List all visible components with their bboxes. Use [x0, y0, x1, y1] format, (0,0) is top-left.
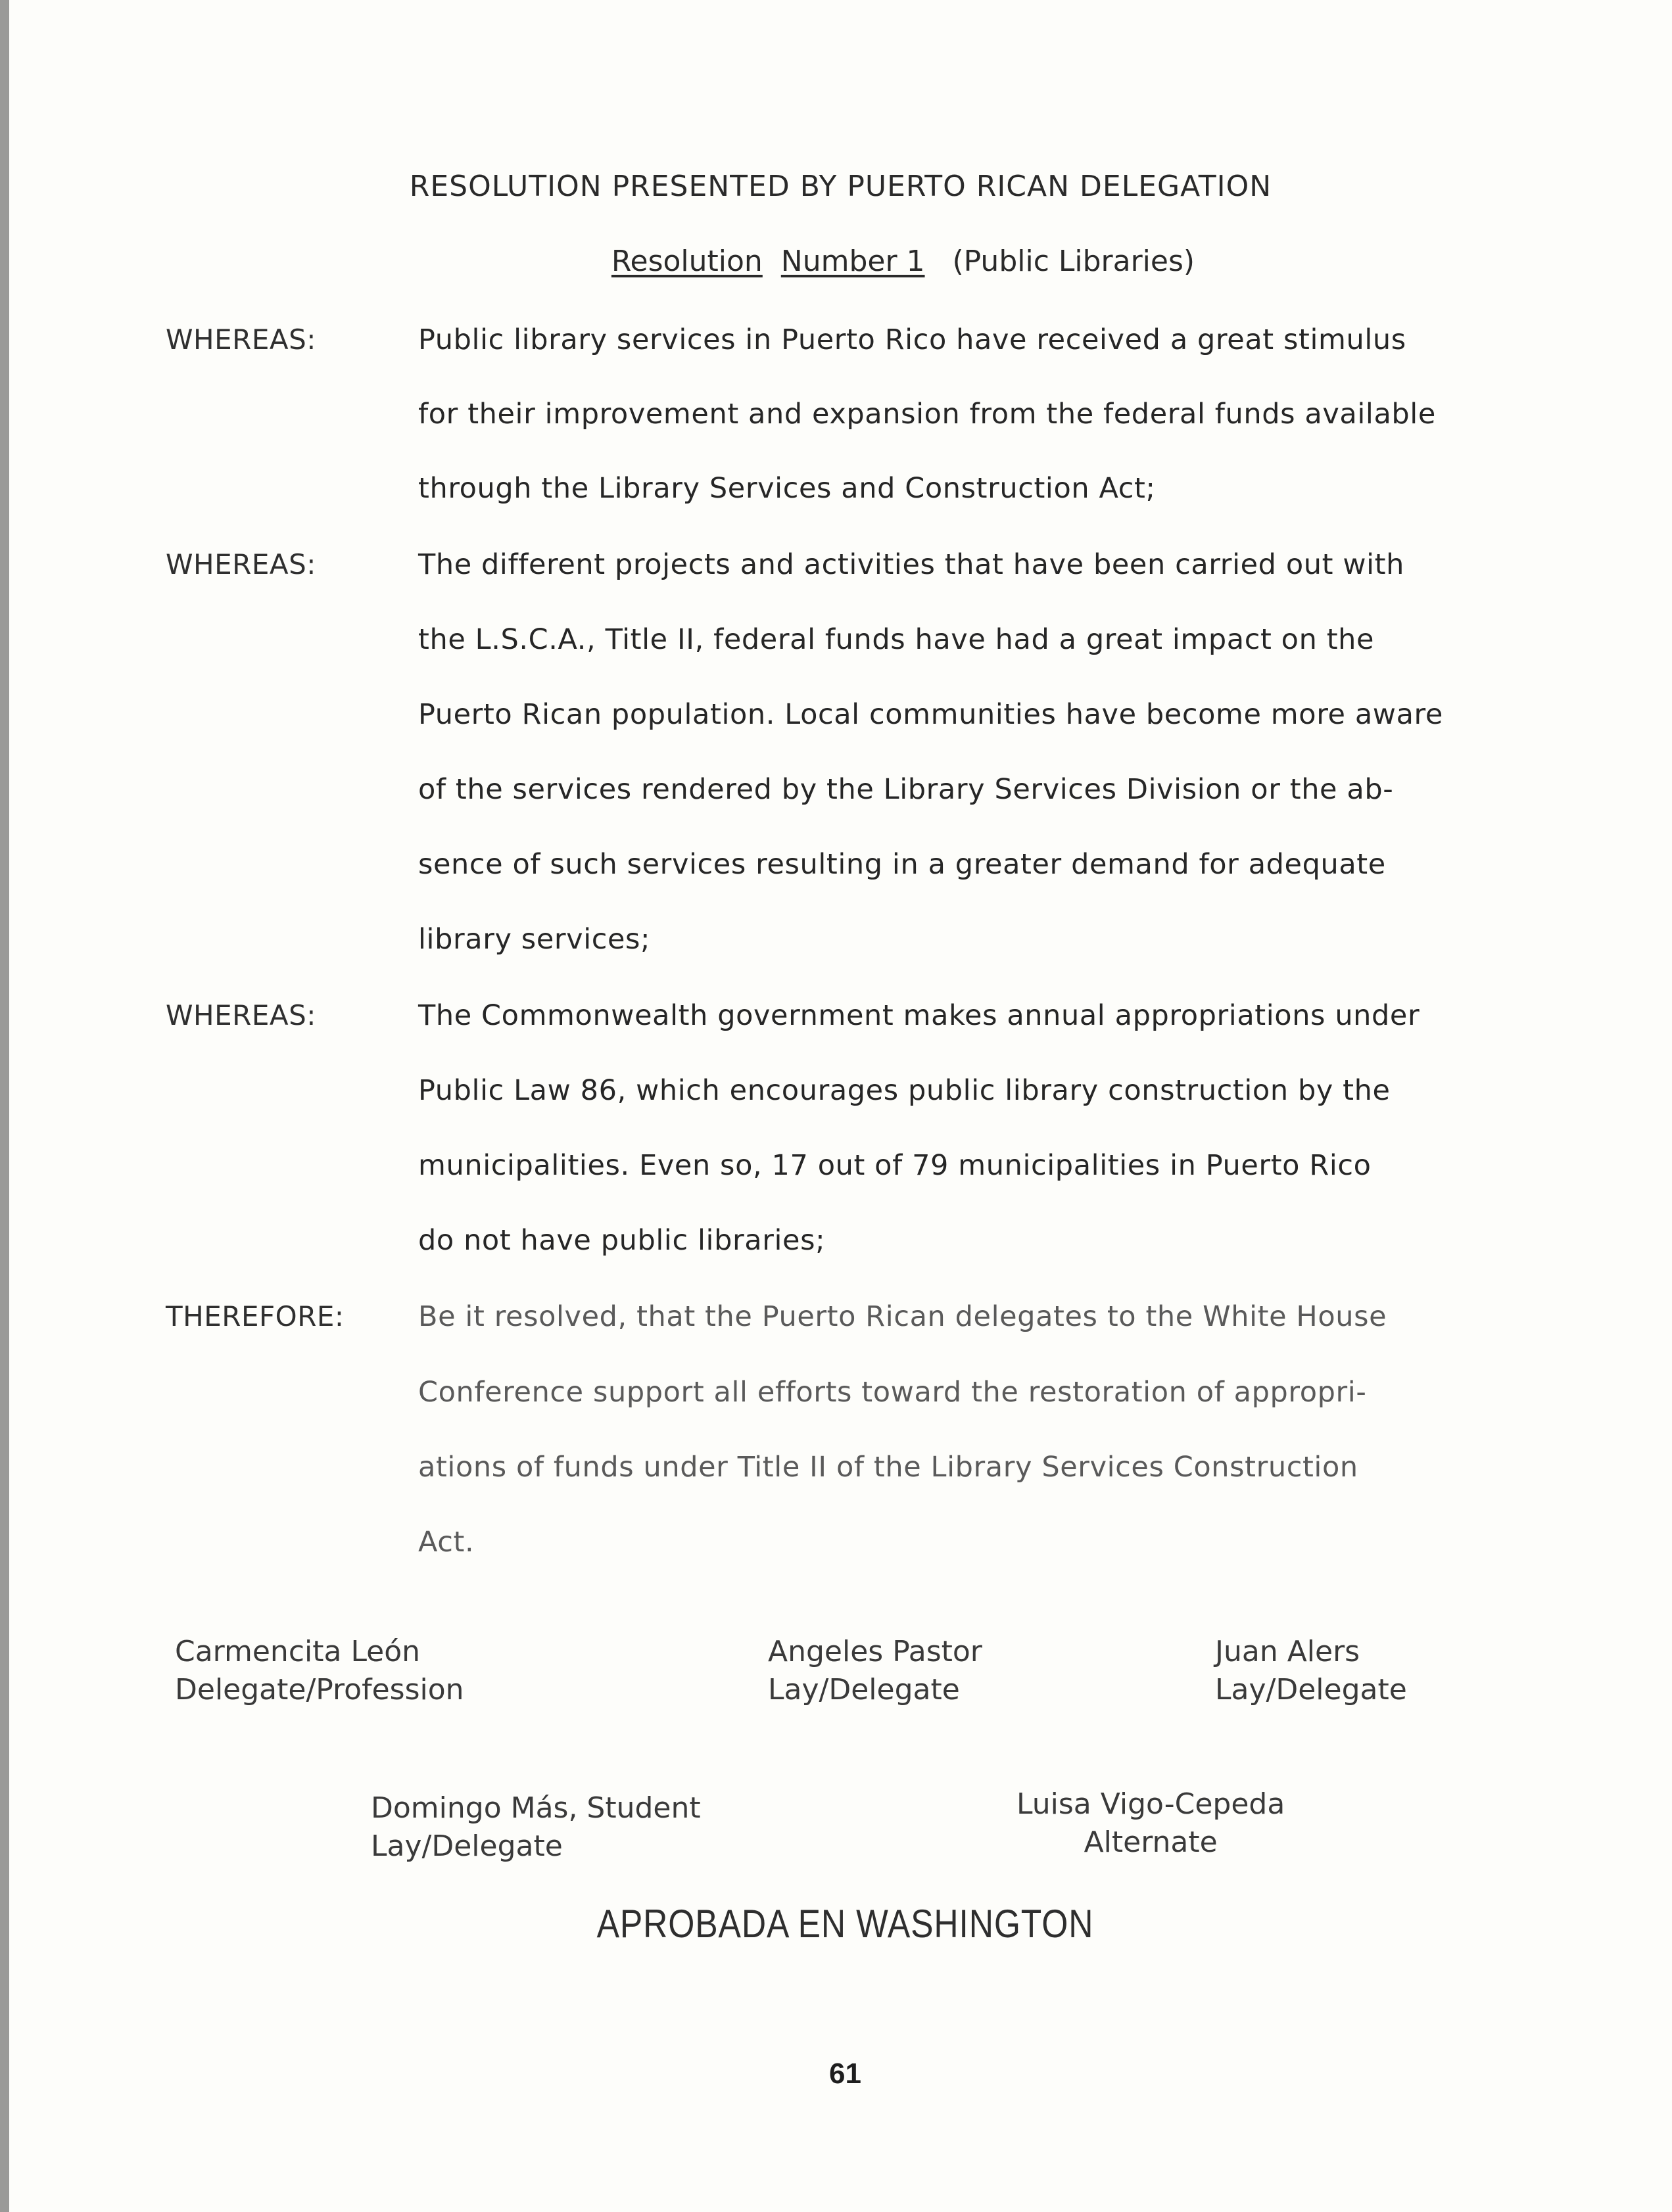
paragraph-3-line-3: municipalities. Even so, 17 out of 79 municipalities in Puerto Rico [418, 1149, 1372, 1182]
signatory-4-role: Lay/Delegate [371, 1829, 563, 1863]
whereas-label-1: WHEREAS: [166, 323, 316, 356]
paragraph-4-line-4: Act. [418, 1526, 475, 1559]
paragraph-3-line-1: The Commonwealth government makes annual appropriations under [418, 999, 1420, 1032]
signatory-1 [175, 1633, 464, 1709]
approval-stamp: APROBADA EN WASHINGTON [596, 1902, 1094, 1946]
page-number: 61 [829, 2058, 861, 2090]
resolution-subject: (Public Libraries) [952, 245, 1195, 278]
signatory-3-name: Juan Alers [1215, 1635, 1360, 1668]
paragraph-2-line-5: sence of such services resulting in a greater demand for adequate [418, 848, 1386, 881]
signatory-3-role: Lay/Delegate [1215, 1673, 1407, 1706]
signatory-4 [371, 1789, 701, 1866]
paragraph-2-line-3: Puerto Rican population. Local communities have become more aware [418, 698, 1443, 731]
paragraph-1-line-1: Public library services in Puerto Rico have received a great stimulus [418, 323, 1406, 356]
paragraph-2-line-4: of the services rendered by the Library Services Division or the ab- [418, 773, 1394, 806]
paragraph-4-line-2: Conference support all efforts toward the restoration of appropri- [418, 1376, 1367, 1409]
resolution-number: Number 1 [780, 245, 925, 278]
whereas-label-2: WHEREAS: [166, 548, 316, 580]
signatory-5-role: Alternate [1084, 1825, 1218, 1859]
paragraph-1-line-2: for their improvement and expansion from the federal funds available [418, 398, 1436, 431]
signatory-3 [1215, 1633, 1407, 1709]
whereas-label-3: WHEREAS: [166, 999, 316, 1031]
signatory-1-role: Delegate/Profession [175, 1673, 464, 1706]
resolution-title: RESOLUTION PRESENTED BY PUERTO RICAN DELEGATION [409, 170, 1272, 203]
paragraph-3-line-2: Public Law 86, which encourages public library construction by the [418, 1074, 1391, 1107]
paragraph-2-line-1: The different projects and activities that have been carried out with [418, 548, 1404, 581]
paragraph-1-line-3: through the Library Services and Construction Act; [418, 472, 1156, 505]
resolution-subtitle [9, 245, 1672, 278]
therefore-label: THEREFORE: [166, 1300, 345, 1332]
signatory-5-name: Luisa Vigo-Cepeda [1016, 1787, 1285, 1821]
signatory-2 [768, 1633, 982, 1709]
signatory-1-name: Carmencita León [175, 1635, 421, 1668]
signatory-2-name: Angeles Pastor [768, 1635, 982, 1668]
signatory-5 [1016, 1785, 1285, 1862]
paragraph-4-line-3: ations of funds under Title II of the Library Services Construction [418, 1451, 1358, 1484]
paragraph-4-line-1: Be it resolved, that the Puerto Rican delegates to the White House [418, 1300, 1387, 1333]
paragraph-2-line-2: the L.S.C.A., Title II, federal funds have had a great impact on the [418, 623, 1375, 656]
paragraph-3-line-4: do not have public libraries; [418, 1224, 826, 1257]
signatory-2-role: Lay/Delegate [768, 1673, 960, 1706]
signatory-4-name: Domingo Más, Student [371, 1791, 701, 1825]
paragraph-2-line-6: library services; [418, 923, 651, 956]
resolution-word: Resolution [611, 245, 763, 278]
